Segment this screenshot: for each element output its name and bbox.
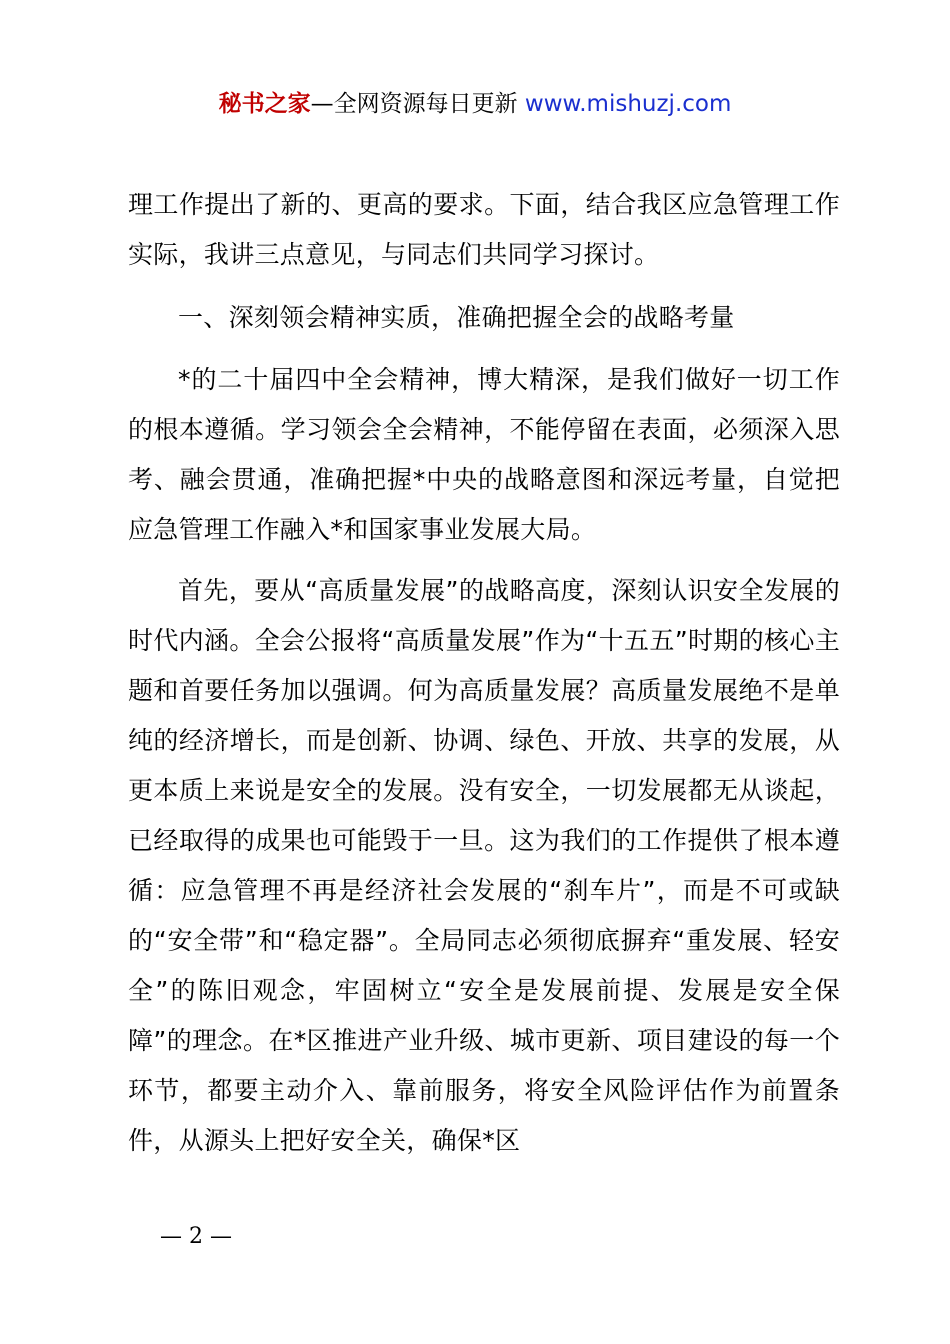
paragraph-intro-continued: 理工作提出了新的、更高的要求。下面，结合我区应急管理工作实际，我讲三点意见，与同志们共同学习探讨。 [128,190,840,269]
header-tagline: —全网资源每日更新 [310,91,518,117]
section-heading-1: 一、深刻领会精神实质，准确把握全会的战略考量 [178,303,735,332]
page-number: — 2 — [160,1224,232,1249]
site-header [0,86,950,122]
site-url-link[interactable]: www.mishuzj.com [524,91,732,117]
paragraph-high-quality-development: 首先，要从“高质量发展”的战略高度，深刻认识安全发展的时代内涵。全会公报将“高质量发展”作为“十五五”时期的核心主题和首要任务加以强调。何为高质量发展？高质量发展绝不是单纯的经济增长，而是创新、协调、绿色、开放、共享的发展，从更本质上来说是安全的发展。没有安全，一切发展都无从谈起，已经取得的成果也可能毁于一旦。这为我们的工作提供了根本遵循：应急管理不再是经济社会发展的“刹车片”，而是不可或缺的“安全带”和“稳定器”。全局同志必须彻底摒弃“重发展、轻安全”的陈旧观念，牢固树立“安全是发展前提、发展是安全保障”的理念。在*区推进产业升级、城市更新、项目建设的每一个环节，都要主动介入、靠前服务，将安全风险评估作为前置条件，从源头上把好安全关，确保*区 [128,576,840,1155]
paragraph-plenary-spirit: *的二十届四中全会精神，博大精深，是我们做好一切工作的根本遵循。学习领会全会精神，不能停留在表面，必须深入思考、融会贯通，准确把握*中央的战略意图和深远考量，自觉把应急管理工作融入*和国家事业发展大局。 [128,365,840,544]
brand-name: 秘书之家 [218,91,311,117]
